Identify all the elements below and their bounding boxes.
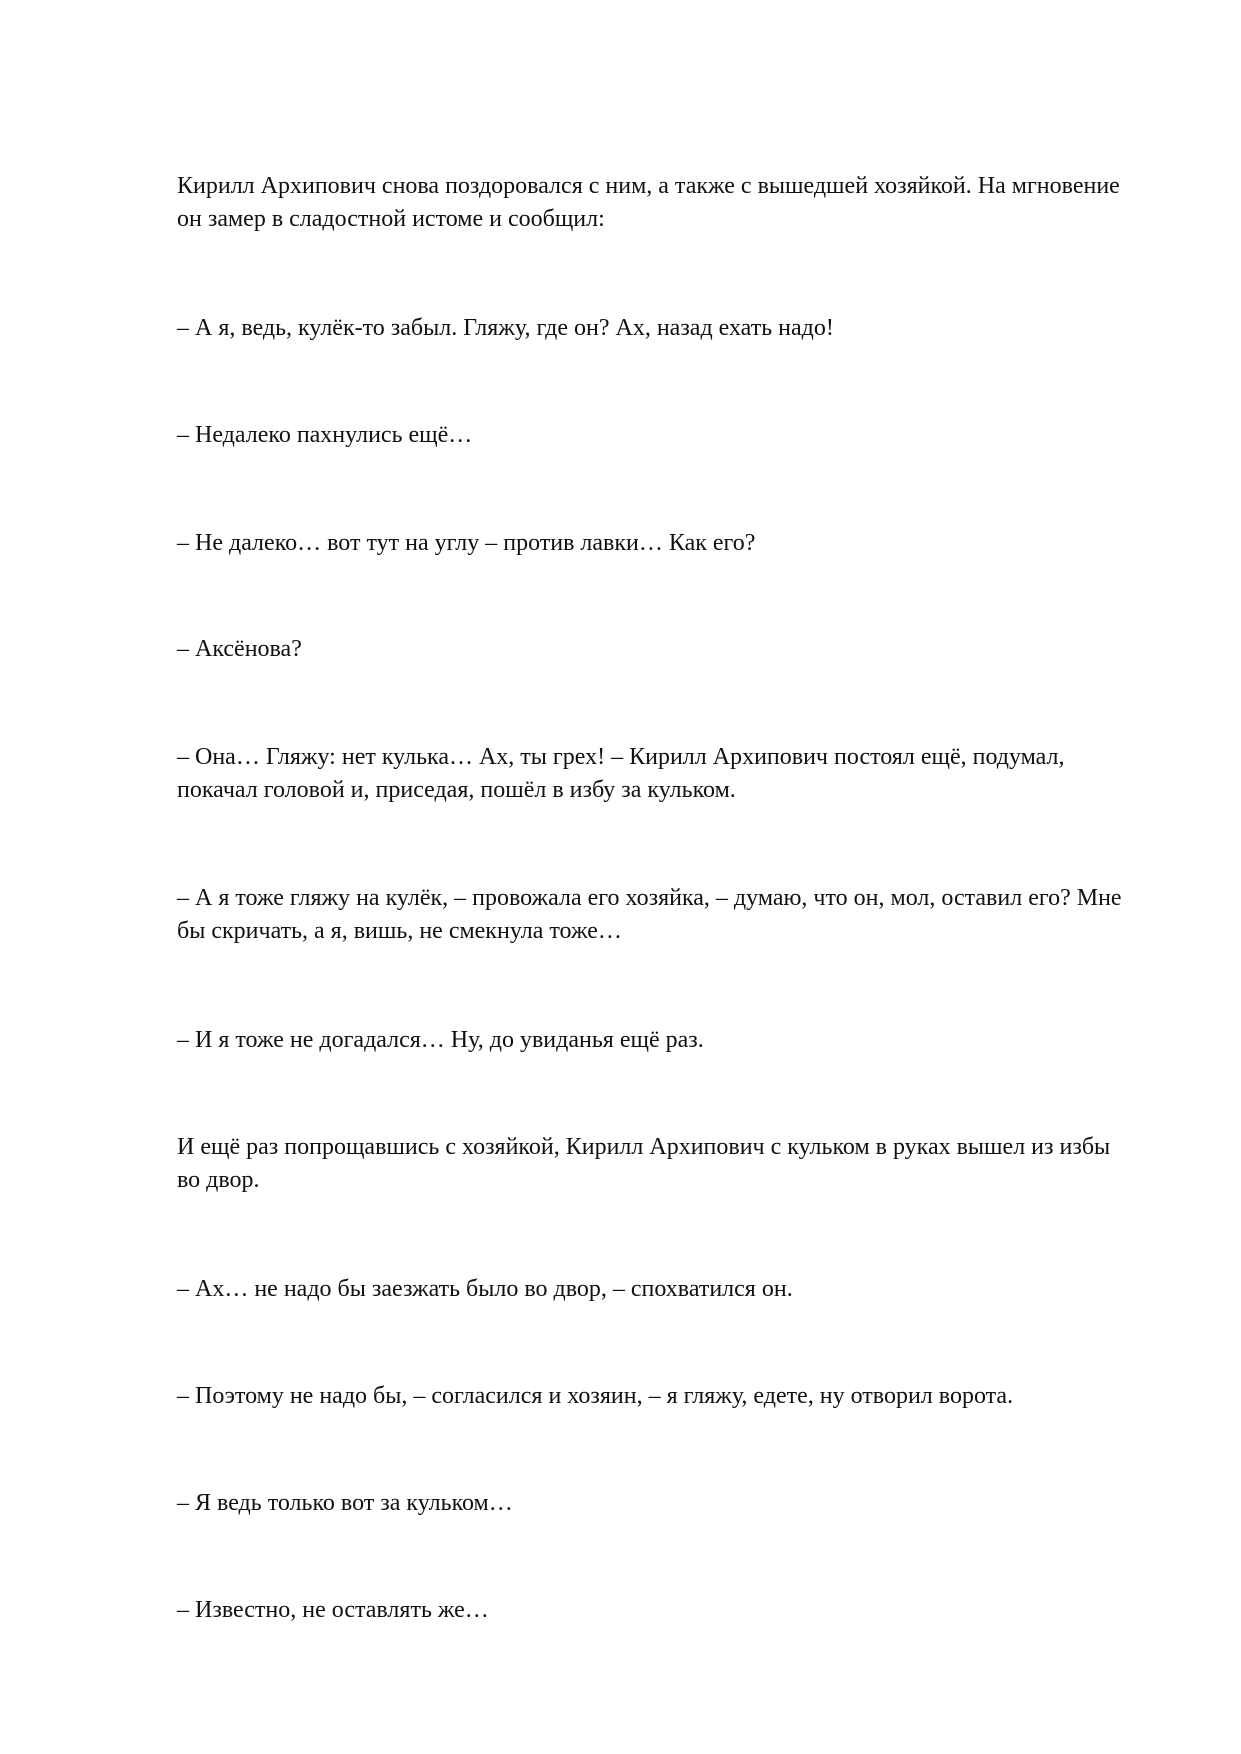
paragraph-1: Кирилл Архипович снова поздоровался с ним, а также с вышедшей хозяйкой. На мгновение он замер в сладостной истоме и сообщил:	[177, 173, 1120, 232]
paragraph-7: – А я тоже гляжу на кулёк, – провожала его хозяйка, – думаю, что он, мол, оставил его? Мне бы скричать, а я, вишь, не смекнула тоже…	[177, 885, 1122, 944]
paragraph-12: – Я ведь только вот за кульком…	[177, 1490, 513, 1516]
paragraph-8: – И я тоже не догадался… Ну, до увиданья ещё раз.	[177, 1027, 704, 1053]
paragraph-5: – Аксёнова?	[177, 636, 302, 662]
paragraph-10: – Ах… не надо бы заезжать было во двор, – спохватился он.	[177, 1276, 793, 1302]
paragraph-3: – Недалеко пахнулись ещё…	[177, 422, 473, 448]
paragraph-2: – А я, ведь, кулёк-то забыл. Гляжу, где он? Ах, назад ехать надо!	[177, 315, 834, 341]
paragraph-6: – Она… Гляжу: нет кулька… Ах, ты грех! – Кирилл Архипович постоял ещё, подумал, покачал головой и, приседая, пошёл в избу за кульком.	[177, 744, 1065, 803]
paragraph-9: И ещё раз попрощавшись с хозяйкой, Кирилл Архипович с кульком в руках вышел из избы во двор.	[177, 1134, 1111, 1193]
paragraph-4: – Не далеко… вот тут на углу – против лавки… Как его?	[177, 530, 756, 556]
paragraph-13: – Известно, не оставлять же…	[177, 1597, 489, 1623]
paragraph-11: – Поэтому не надо бы, – согласился и хозяин, – я гляжу, едете, ну отворил ворота.	[177, 1383, 1014, 1409]
